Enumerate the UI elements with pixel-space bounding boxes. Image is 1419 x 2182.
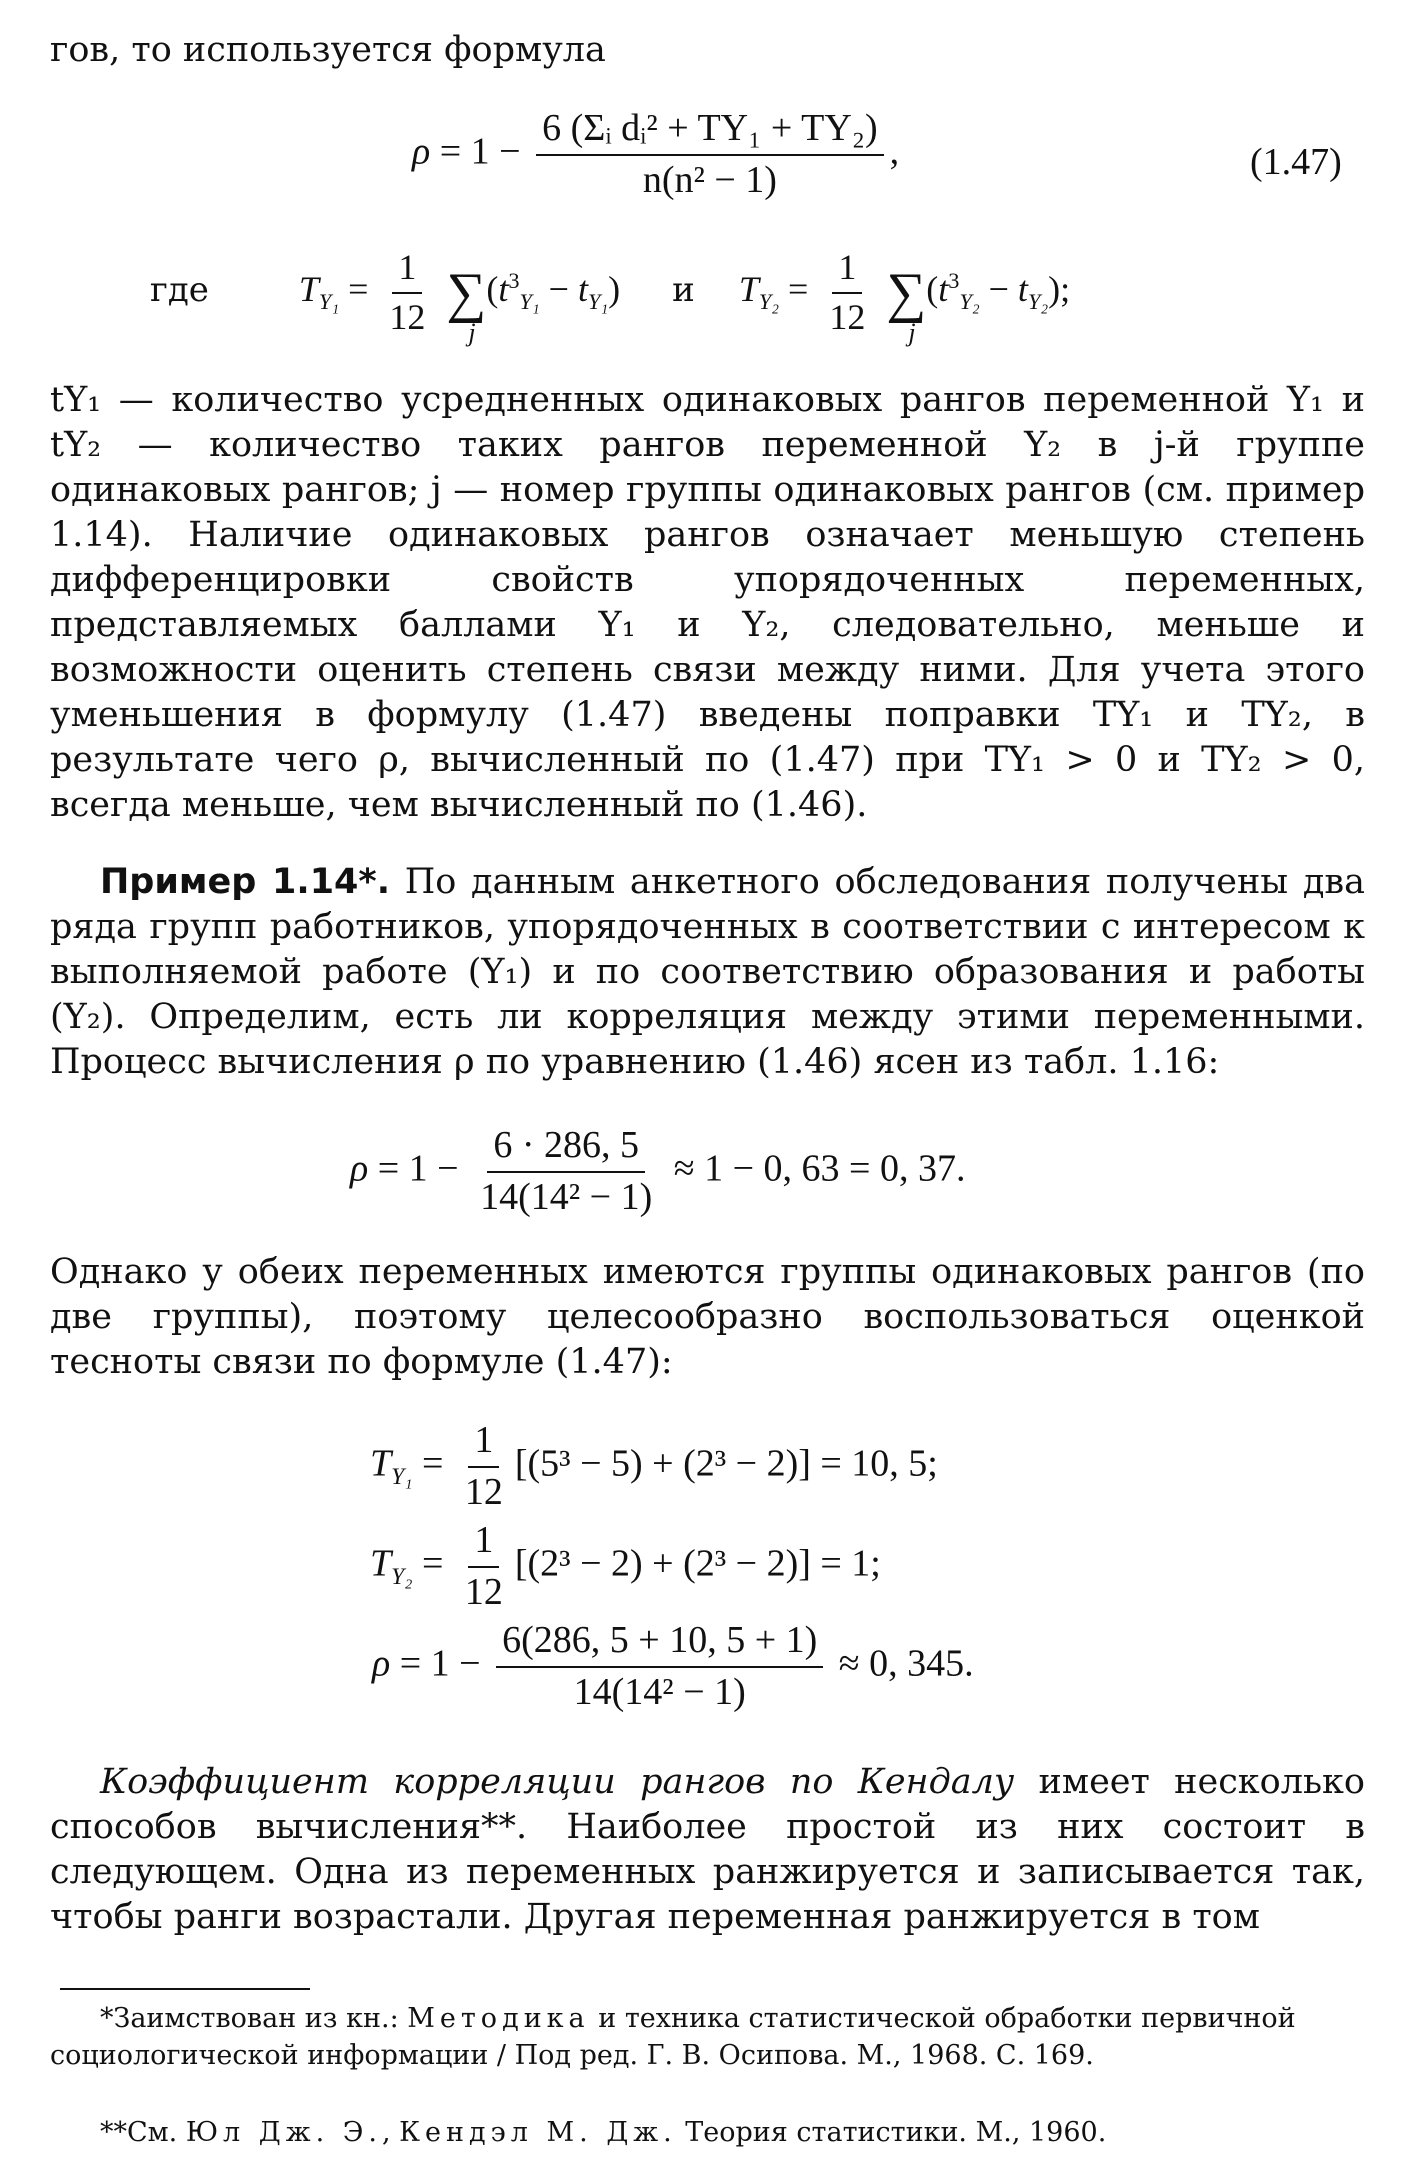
- kendall-text: имеет несколько способов вычисления**. Наиболее простой из них состоит в следующем. Одна из переменных ранжируется и записывается так, чтобы ранги возрастали. Другая переменная ранжируется в том: [50, 1762, 1365, 1937]
- footnote-2-author-2: Кендэл М. Дж.: [399, 2117, 677, 2148]
- footnote-1: [50, 2000, 1370, 2074]
- equation-rho-final: ρ = 1 − $\frac{6(286, 5 + 10, 5 + 1)}{\text{14(14² − 1)}}$ ≈ 0, 345.: [372, 1619, 974, 1713]
- ty-definitions: где $T_{Y_1}$ = $\frac{1}{12}$ ∑ j $(t^3_{Y_1} - t_{Y_1})$ и $T_{Y_2}$ = $\frac{1}{12}$ ∑ j $(t^3_{Y_2} - t_{Y_2})$;: [150, 247, 1071, 347]
- paragraph-kendall: [50, 1760, 1365, 1940]
- equation-ty2-calc: $T_{Y_2}$ = $\frac{1}{12}$ [(2³ − 2) + (2³ − 2)] = 1;: [370, 1519, 881, 1613]
- rho-calc-result: ≈ 1 − 0, 63 = 0, 37.: [673, 1147, 966, 1190]
- footnote-divider: [60, 1988, 310, 1990]
- paragraph-example: [50, 860, 1365, 1085]
- rho-calc-numerator: 6 · 286, 5: [487, 1125, 645, 1173]
- ty1-calc-value: [(5³ − 5) + (2³ − 2)] = 10, 5;: [514, 1442, 938, 1485]
- footnote-2-prefix: **См.: [100, 2117, 186, 2148]
- rho-final-result: ≈ 0, 345.: [838, 1642, 974, 1685]
- ty2-calc-value: [(2³ − 2) + (2³ − 2)] = 1;: [514, 1542, 881, 1585]
- footnote-2: [50, 2114, 1370, 2151]
- footnote-2-rest: Теория статистики. М., 1960.: [676, 2117, 1107, 2148]
- equation-rho-calc: ρ = 1 − $\frac{6 \cdot 286, 5}{\text{14(14² − 1)}}$ ≈ 1 − 0, 63 = 0, 37.: [350, 1124, 966, 1218]
- footnote-1-prefix: *Заимствован из кн.:: [100, 2003, 408, 2034]
- example-label: Пример 1.14*.: [100, 862, 390, 902]
- footnote-1-title-word: Методика: [407, 2003, 590, 2034]
- equation-number: (1.47): [1250, 141, 1342, 183]
- kendall-term: Коэффициент корреляции рангов по Кендалу: [100, 1762, 1015, 1802]
- paragraph-tied-ranks: Однако у обеих переменных имеются группы одинаковых рангов (по две группы), поэтому целесообразно воспользоваться оценкой тесноты связи по формуле (1.47):: [50, 1252, 1365, 1382]
- example-text: По данным анкетного обследования получены два ряда групп работников, упорядоченных в соответствии с интересом к выполняемой работе (Y₁) и по соответствию образования и работы (Y₂). Определим, есть ли корреляция между этими переменными. Процесс вычисления ρ по уравнению (1.46) ясен из табл. 1.16:: [50, 862, 1365, 1082]
- footnote-2-separator: ,: [381, 2117, 400, 2148]
- eq147-denominator: n(n² − 1): [642, 158, 777, 201]
- paragraph-ranks-explanation: tY₁ — количество усредненных одинаковых рангов переменной Y₁ и tY₂ — количество таких рангов переменной Y₂ в j-й группе одинаковых рангов; j — номер группы одинаковых рангов (см. пример 1.14). Наличие одинаковых рангов означает меньшую степень дифференцировки свойств упорядоченных переменных, представляемых баллами Y₁ и Y₂, следовательно, меньше и возможности оценить степень связи между ними. Для учета этого уменьшения в формулу (1.47) введены поправки TY₁ и TY₂, в результате чего ρ, вычисленный по (1.47) при TY₁ > 0 и TY₂ > 0, всегда меньше, чем вычисленный по (1.46).: [50, 380, 1365, 825]
- rho-final-numerator: 6(286, 5 + 10, 5 + 1): [496, 1620, 823, 1668]
- rho-final-denominator: 14(14² − 1): [573, 1670, 746, 1713]
- eq147-numerator: 6 (Σᵢ dᵢ² + TY₁ + TY₂): [536, 108, 884, 156]
- equation-1-47: ρ = 1 − $\frac{\text{6 (Σᵢ dᵢ² + TY₁ + TY₂)}}{\text{n(n² − 1)}}$ ,: [412, 107, 900, 201]
- where-word: где: [150, 269, 209, 310]
- and-word: и: [672, 269, 695, 310]
- intro-line: гов, то используется формула: [50, 30, 606, 70]
- footnote-1-rest: и техника статистической обработки первичной социологической информации / Под ред. Г. В. Осипова. М., 1968. С. 169.: [50, 2003, 1296, 2071]
- rho-calc-denominator: 14(14² − 1): [480, 1175, 653, 1218]
- equation-ty1-calc: $T_{Y_1}$ = $\frac{1}{12}$ [(5³ − 5) + (2³ − 2)] = 10, 5;: [370, 1419, 938, 1513]
- footnote-2-author-1: Юл Дж. Э.: [185, 2117, 382, 2148]
